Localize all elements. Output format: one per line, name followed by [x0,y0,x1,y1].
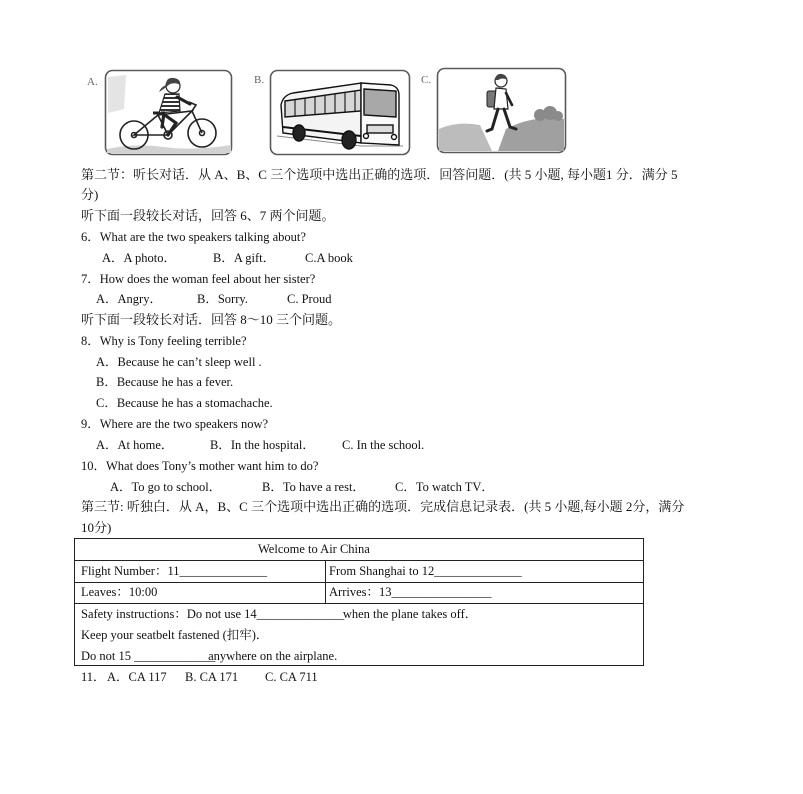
info-record-form [74,538,644,666]
question-11-option-b: B. CA 171 [185,670,239,684]
section2-heading-line1: 第二节：听长对话．从 A、B、C 三个选项中选出正确的选项．回答问题．(共 5 小题, 每小题1 分．满分 5 [81,167,678,182]
section2-heading-line2: 分) [81,187,99,202]
question-8-option-c: C．Because he has a stomachache. [96,396,273,410]
picture-a-label: A. [87,76,98,88]
blank-13: ________________ [391,585,492,599]
form-row-divider [75,603,643,604]
question-7-stem: 7．How does the woman feel about her sister? [81,272,316,286]
form-safety-line [81,606,477,622]
picture-c-walker [436,67,568,155]
question-9-option-c: C. In the school. [342,438,425,452]
question-10-option-b: B．To have a rest． [262,480,365,494]
picture-b-bus [269,69,412,157]
question-7-option-b: B．Sorry. [197,292,248,306]
section3-heading-line1: 第三节: 听独白．从 A，B、C 三个选项中选出正确的选项．完成信息记录表．(共 5 小题,每小题 2分，满分 [81,499,685,514]
wheel-rear [293,125,305,141]
form-arrives [329,584,492,600]
form-column-divider [325,560,326,604]
section3-heading-line2: 10分) [81,520,112,535]
question-10-option-a: A．To go to school． [110,480,222,494]
donot-post: anywhere on the airplane. [208,649,338,663]
windshield [364,89,396,117]
form-flight-number [81,563,267,579]
blank-14: ______________ [256,607,345,621]
bus [281,83,399,149]
question-11-option-c: C. CA 711 [265,670,318,684]
blank-15: _____________ [134,649,216,663]
flight-number-label: Flight Number：11 [81,564,180,578]
form-row-divider [75,582,643,583]
question-11-option-a: A．CA 117 [107,670,167,684]
question-11-number: 11． [81,670,106,684]
walker-torso [494,88,508,109]
form-title: Welcome to Air China [258,542,370,556]
picture-b-label: B. [254,74,265,86]
question-8-option-a: A．Because he can’t sleep well . [96,355,262,369]
from-label: From Shanghai to 12 [329,564,435,578]
question-9-option-a: A．At home． [96,438,174,452]
wheel-front [342,131,356,149]
headlight-right [392,135,397,140]
question-7-option-c: C. Proud [287,292,332,306]
donot-pre: Do not 15 [81,649,135,663]
question-9-option-b: B．In the hospital． [210,438,315,452]
form-from [329,563,522,579]
question-8-stem: 8．Why is Tony feeling terrible? [81,334,247,348]
background-shade [108,75,126,113]
form-row-divider [75,560,643,561]
blank-12: ______________ [434,564,522,578]
question-6-option-c: C.A book [305,251,353,265]
question-10-stem: 10．What does Tony’s mother want him to do? [81,459,319,473]
blank-11: ______________ [179,564,267,578]
dialogue1-intro: 听下面一段较长对话，回答 6、7 两个问题。 [81,208,335,223]
safety-post: when the plane takes off． [339,607,478,621]
picture-c-label: C. [421,74,432,86]
dialogue2-intro: 听下面一段较长对话．回答 8～10 三个问题。 [81,312,342,327]
question-8-option-b: B．Because he has a fever. [96,375,234,389]
question-10-option-c: C．To watch TV． [395,480,494,494]
question-6-option-a: A．A photo． [102,251,176,265]
picture-a-cyclist [104,69,234,157]
form-donot-line [81,648,337,664]
form-seatbelt-line: Keep your seatbelt fastened (扣牢)． [81,628,269,642]
arrives-label: Arrives：13 [329,585,392,599]
question-6-option-b: B．A gift． [213,251,276,265]
headlight-left [364,134,369,139]
form-leaves: Leaves：10:00 [81,585,158,599]
question-7-option-a: A．Angry． [96,292,162,306]
safety-pre: Safety instructions：Do not use 14 [81,607,257,621]
question-6-stem: 6．What are the two speakers talking about? [81,230,306,244]
grille [367,125,393,133]
question-9-stem: 9．Where are the two speakers now? [81,417,269,431]
